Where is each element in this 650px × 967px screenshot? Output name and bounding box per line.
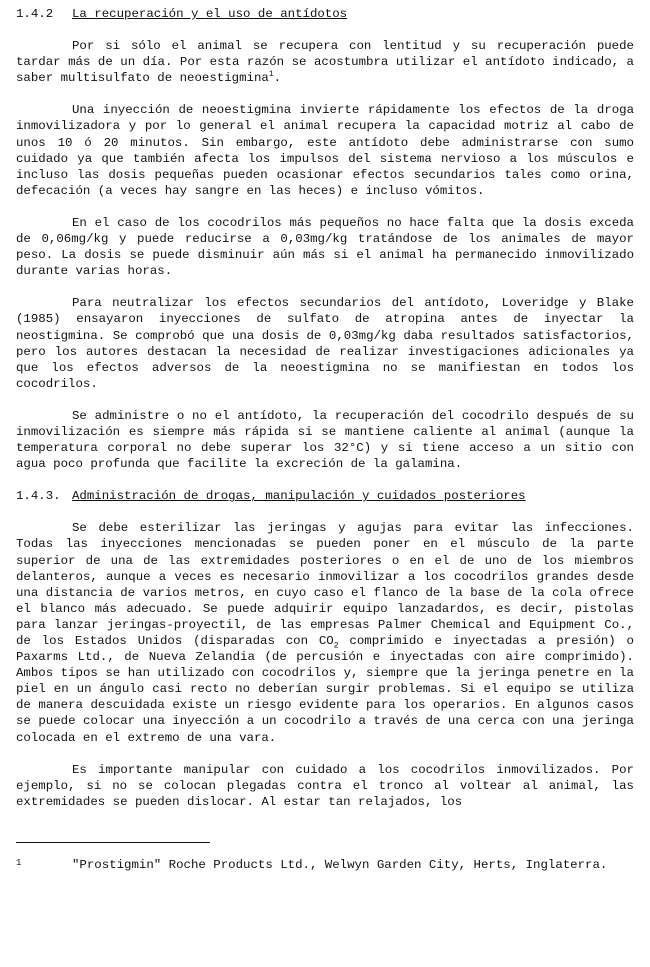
paragraph-text-end: .: [273, 71, 282, 86]
footnote-text: "Prostigmin" Roche Products Ltd., Welwyn Garden City, Herts, Inglaterra.: [72, 857, 608, 872]
paragraph-text: Se debe esterilizar las jeringas y agujas para evitar las infecciones. Todas las inyecciones mencionadas se pueden poner en el músculo de la parte superior de una de las extremidades posteriores o en el de uno de los miembros delanteros, aunque a veces es necesario inmovilizar a los cocodrilos grandes desde una distancia de varios metros, en cuyo caso el flanco de la base de la cola ofrece el blanco más adecuado. Se puede adquirir equipo lanzadardos, es decir, pistolas para lanzar jeringas-proyectil, de las empresas Palmer Chemical and Equipment Co., de los Estados Unidos (disparadas con CO: [16, 521, 634, 648]
section-number: 1.4.3.: [16, 489, 61, 504]
footnote: [16, 857, 634, 873]
paragraph: Para neutralizar los efectos secundarios del antídoto, Loveridge y Blake (1985) ensayaron inyecciones de sulfato de atropina antes de inyectar la neostigmina. Se comprobó que una dosis de 0,03mg/kg daba resultados satisfactorios, pero los autores destacan la necesidad de realizar investigaciones adicionales ya que los efectos adversos de la neoestigmina no se manifiestan en todos los cocodrilos.: [16, 296, 634, 391]
paragraph: Se administre o no el antídoto, la recuperación del cocodrilo después de su inmovilización es siempre más rápida si se mantiene caliente al animal (aunque la temperatura corporal no debe superar los 32°C) y si tiene acceso a un sitio con agua poco profunda que facilite la excreción de la galamina.: [16, 408, 634, 472]
paragraph: En el caso de los cocodrilos más pequeños no hace falta que la dosis exceda de 0,06mg/kg y puede reducirse a 0,03mg/kg tratándose de los animales de mayor peso. La dosis se puede disminuir aún más si el animal ha permanecido inmovilizado durante varias horas.: [16, 215, 634, 279]
section-title: La recuperación y el uso de antídotos: [72, 7, 348, 21]
footnote-reference: 1: [268, 70, 274, 80]
section-heading-1-4-3: [16, 488, 634, 504]
section-heading-1-4-2: [16, 6, 634, 22]
paragraph-text: Por si sólo el animal se recupera con lentitud y su recuperación puede tardar más de un día. Por esta razón se acostumbra utilizar el antídoto indicado, a saber multisulfato de neoestigmina: [16, 39, 634, 86]
paragraph: [16, 38, 634, 86]
section-number: 1.4.2: [16, 7, 54, 21]
paragraph: [16, 520, 634, 745]
footnote-divider: [16, 842, 210, 843]
document-page: [16, 6, 634, 873]
paragraph: Una inyección de neoestigmina invierte rápidamente los efectos de la droga inmovilizadora y por lo general el animal recupera la capacidad motriz al cabo de unos 10 ó 20 minutos. Sin embargo, este antídoto debe administrarse con sumo cuidado ya que también afecta los impulsos del sistema nervioso a los músculos e incluso las dosis pequeñas pueden ocasionar efectos secundarios tales como orina, defecación (a veces hay sangre en las heces) e incluso vómitos.: [16, 103, 634, 198]
paragraph: Es importante manipular con cuidado a los cocodrilos inmovilizados. Por ejemplo, si no se colocan plegadas contra el tronco al voltear al animal, las extremidades se pueden dislocar. Al estar tan relajados, los: [16, 762, 634, 809]
subscript: 2: [333, 641, 339, 651]
section-title: Administración de drogas, manipulación y cuidados posteriores: [72, 489, 526, 504]
paragraph-text-continued: comprimido e inyectadas a presión) o Paxarms Ltd., de Nueva Zelandia (de percusión e inyectadas con aire comprimido). Ambos tipos se han utilizado con cocodrilos y, siempre que la jeringa penetre en la piel en un ángulo casi recto no deberían surgir problemas. Si el equipo se utiliza de manera descuidada existe un riesgo evidente para los operarios. En algunos casos se puede colocar una inyección a un cocodrilo a través de una cerca con una jeringa colocada en el extremo de una vara.: [16, 634, 634, 745]
footnote-mark: 1: [16, 857, 22, 868]
